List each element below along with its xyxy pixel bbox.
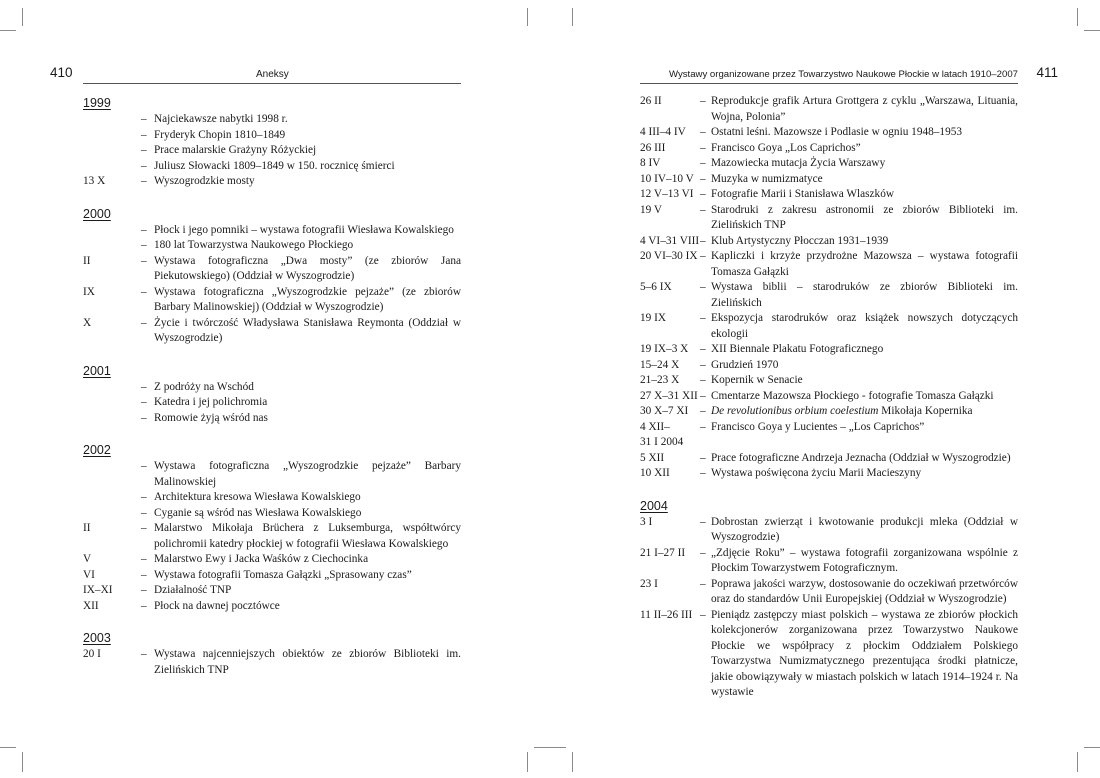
entry-title: Kopernik w Senacie — [711, 374, 803, 386]
entry-dash: – — [141, 380, 147, 393]
entry-dash: – — [141, 522, 147, 534]
entry-dash: – — [141, 144, 147, 156]
entry-dash: – — [141, 396, 147, 408]
exhibition-entry — [83, 395, 461, 411]
entry-dash: – — [700, 250, 706, 262]
entry-date: X — [83, 316, 92, 329]
entry-dash: – — [700, 188, 706, 200]
exhibition-entry — [640, 420, 1018, 436]
page-number: 411 — [1036, 65, 1058, 80]
entry-title: Wystawa poświęcona życiu Marii Macieszyny — [711, 467, 922, 479]
entry-title: Fotografie Marii i Stanisława Wlaszków — [711, 188, 895, 200]
entry-dash: – — [141, 411, 147, 424]
exhibition-entry — [83, 316, 461, 347]
exhibition-entry — [83, 238, 461, 254]
entry-date: 20 VI–30 IX — [640, 250, 698, 262]
entry-date: 21 I–27 II — [640, 546, 686, 559]
entry-title: Ostatni leśni. Mazowsze i Podlasie w ogniu 1948–1953 — [711, 126, 963, 138]
crop-mark — [1084, 747, 1100, 748]
exhibition-entry — [83, 490, 461, 506]
entry-title: Najciekawsze nabytki 1998 r. — [154, 113, 288, 125]
exhibition-entry — [83, 223, 461, 239]
exhibition-entry — [640, 94, 1018, 125]
exhibition-entry — [640, 187, 1018, 203]
left-page — [50, 64, 461, 764]
entry-dash: – — [700, 234, 706, 247]
entry-dash: – — [700, 95, 706, 107]
entry-title: Wystawa fotograficzna „Wyszogrodzkie pejzaże” (ze zbiorów Barbary Malinowskiej) (Oddział w Wyszogrodzie) — [154, 285, 461, 313]
entry-date: VI — [83, 568, 95, 581]
entry-date: 27 X–31 XII — [640, 389, 698, 402]
entry-title-italic: De revolutionibus orbium coelestium — [711, 405, 879, 417]
entry-date: 23 I — [640, 577, 658, 590]
exhibition-entry — [640, 234, 1018, 250]
year-heading: 2000 — [83, 206, 111, 221]
entry-title — [711, 404, 1018, 420]
right-page — [640, 64, 1058, 764]
entry-title: Starodruki z zakresu astronomii ze zbiorów Biblioteki im. Zielińskich TNP — [711, 203, 1018, 231]
exhibition-entry — [83, 254, 461, 285]
entry-dash: – — [700, 451, 706, 464]
entry-title — [711, 435, 1018, 451]
entry-title: Wystawa fotograficzna „Dwa mosty” (ze zbiorów Jana Piekutowskiego) (Oddział w Wyszogrodzie) — [154, 254, 461, 282]
exhibition-entry — [640, 172, 1018, 188]
exhibition-entry — [83, 552, 461, 568]
entry-date: 15–24 X — [640, 358, 680, 371]
entry-date: 13 X — [83, 175, 106, 187]
entry-dash: – — [700, 343, 706, 355]
entry-date: 10 IV–10 V — [640, 172, 694, 185]
left-page-content — [83, 94, 461, 678]
exhibition-entry — [83, 411, 461, 427]
entry-title: „Zdjęcie Roku” – wystawa fotografii zorganizowana wspólnie z Płockim Towarzystwem Fotograficznym. — [711, 546, 1018, 574]
entry-date: 5 XII — [640, 451, 665, 464]
running-header — [640, 64, 1058, 84]
entry-title: Płock i jego pomniki – wystawa fotografii Wiesława Kowalskiego — [154, 223, 454, 236]
entry-title: XII Biennale Plakatu Fotograficznego — [711, 343, 884, 355]
crop-mark — [22, 752, 23, 772]
entry-dash: – — [141, 128, 147, 141]
exhibition-entry — [640, 608, 1018, 701]
entry-dash: – — [141, 506, 147, 519]
entry-dash: – — [141, 175, 147, 187]
entry-title: Prace malarskie Grażyny Różyckiej — [154, 144, 317, 156]
right-page-content — [640, 94, 1018, 701]
exhibition-entry — [640, 156, 1018, 172]
entry-date: V — [83, 553, 92, 565]
year-heading: 2001 — [83, 363, 111, 378]
crop-mark — [534, 747, 566, 748]
entry-dash: – — [700, 608, 706, 621]
entry-title: Francisco Goya y Lucientes – „Los Caprichos” — [711, 420, 925, 433]
entry-dash: – — [141, 159, 147, 172]
entry-date: IX — [83, 285, 95, 298]
exhibition-entry — [640, 515, 1018, 546]
entry-title: Z podróży na Wschód — [154, 380, 254, 393]
entry-date: 19 IX — [640, 312, 667, 324]
entry-date: 4 III–4 IV — [640, 126, 686, 138]
crop-mark — [22, 8, 23, 26]
running-header — [50, 64, 461, 84]
crop-mark — [0, 747, 16, 748]
entry-dash: – — [700, 358, 706, 371]
entry-title: Wystawa najcenniejszych obiektów ze zbiorów Biblioteki im. Zielińskich TNP — [154, 648, 461, 676]
entry-dash: – — [141, 113, 147, 125]
entry-date: II — [83, 254, 91, 267]
exhibition-entry — [640, 435, 1018, 451]
exhibition-entry — [83, 583, 461, 599]
year-heading: 2004 — [640, 498, 668, 513]
entry-dash: – — [141, 460, 147, 472]
page-number: 410 — [50, 65, 73, 80]
exhibition-entry — [83, 285, 461, 316]
entry-date: 19 V — [640, 203, 663, 216]
entry-dash: – — [141, 568, 147, 581]
year-heading: 2002 — [83, 443, 111, 457]
exhibition-entry — [83, 174, 461, 190]
entry-date: 21–23 X — [640, 374, 680, 386]
entry-dash: – — [141, 648, 147, 660]
entry-date: 26 III — [640, 141, 666, 154]
exhibition-entry — [640, 141, 1018, 157]
exhibition-entry — [83, 112, 461, 128]
exhibition-entry — [640, 404, 1018, 420]
entry-title: 180 lat Towarzystwa Naukowego Płockiego — [154, 239, 354, 251]
entry-date: IX–XI — [83, 584, 113, 596]
entry-title: Juliusz Słowacki 1809–1849 w 150. rocznicę śmierci — [154, 159, 395, 172]
entry-dash: – — [700, 546, 706, 559]
entry-title: Klub Artystyczny Płocczan 1931–1939 — [711, 234, 889, 247]
entry-title: Ekspozycja starodruków oraz książek nowszych dotyczących ekologii — [711, 312, 1018, 340]
entry-title-rest: Mikołaja Kopernika — [878, 405, 973, 417]
entry-title: Wystawa fotograficzna „Wyszogrodzkie pejzaże” Barbary Malinowskiej — [154, 460, 461, 488]
entry-dash: – — [700, 374, 706, 386]
entry-dash: – — [141, 223, 147, 236]
entry-dash: – — [700, 420, 706, 433]
exhibition-entry — [83, 143, 461, 159]
entry-title: Fryderyk Chopin 1810–1849 — [154, 128, 286, 141]
running-title: Wystawy organizowane przez Towarzystwo Naukowe Płockie w latach 1910–2007 — [668, 69, 1018, 80]
exhibition-entry — [83, 521, 461, 552]
entry-title: Katedra i jej polichromia — [154, 396, 268, 408]
entry-dash: – — [141, 491, 147, 503]
entry-title: Muzyka w numizmatyce — [711, 172, 823, 185]
entry-title: Dobrostan zwierząt i kwotowanie produkcji mleka (Oddział w Wyszogrodzie) — [711, 515, 1018, 543]
exhibition-entry — [640, 451, 1018, 467]
entry-title: Wyszogrodzkie mosty — [154, 175, 255, 187]
entry-date: 4 XII– — [640, 420, 670, 433]
entry-dash: – — [141, 285, 147, 298]
entry-title: Malarstwo Mikołaja Brüchera z Luksemburga, współtwórcy polichromii katedry płockiej w fotografii Wiesława Kowalskiego — [154, 522, 461, 550]
entry-title: Prace fotograficzne Andrzeja Jeznacha (Oddział w Wyszogrodzie) — [711, 451, 1011, 464]
exhibition-entry — [640, 203, 1018, 234]
entry-date: XII — [83, 599, 99, 612]
crop-mark — [1077, 8, 1078, 26]
exhibition-entry — [640, 358, 1018, 374]
entry-title: Mazowiecka mutacja Życia Warszawy — [711, 157, 886, 169]
entry-title: Reprodukcje grafik Artura Grottgera z cyklu „Warszawa, Lituania, Wojna, Polonia” — [711, 95, 1018, 123]
entry-dash: – — [700, 141, 706, 154]
entry-title: Płock na dawnej pocztówce — [154, 599, 280, 612]
entry-dash: – — [700, 172, 706, 185]
year-heading: 1999 — [83, 96, 111, 110]
entry-date: 4 VI–31 VIII — [640, 234, 700, 247]
entry-date: 19 IX–3 X — [640, 343, 689, 355]
exhibition-entry — [640, 280, 1018, 311]
entry-date: 30 X–7 XI — [640, 405, 689, 417]
crop-mark — [572, 752, 573, 772]
entry-title: Wystawa fotografii Tomasza Gałązki „Sprasowany czas” — [154, 568, 412, 581]
exhibition-entry — [83, 459, 461, 490]
exhibition-entry — [640, 342, 1018, 358]
entry-title: Grudzień 1970 — [711, 358, 779, 371]
entry-dash: – — [141, 584, 147, 596]
entry-date: II — [83, 522, 91, 534]
crop-mark — [572, 8, 573, 26]
entry-title: Działalność TNP — [154, 584, 232, 596]
entry-dash: – — [141, 254, 147, 267]
entry-title: Malarstwo Ewy i Jacka Waśków z Ciechocinka — [154, 553, 369, 565]
entry-title: Kapliczki i krzyże przydrożne Mazowsza – wystawa fotografii Tomasza Gałązki — [711, 250, 1018, 278]
exhibition-entry — [640, 249, 1018, 280]
entry-dash: – — [700, 405, 706, 417]
entry-dash: – — [700, 126, 706, 138]
crop-mark — [1077, 752, 1078, 772]
entry-date: 8 IV — [640, 157, 661, 169]
exhibition-entry — [83, 599, 461, 615]
entry-title: Wystawa biblii – starodruków ze zbiorów Biblioteki im. Zielińskich — [711, 281, 1018, 309]
entry-title: Francisco Goya „Los Caprichos” — [711, 141, 861, 154]
exhibition-entry — [640, 577, 1018, 608]
exhibition-entry — [83, 380, 461, 396]
entry-dash: – — [141, 316, 147, 329]
crop-mark — [527, 8, 528, 26]
exhibition-entry — [640, 125, 1018, 141]
entry-title: Architektura kresowa Wiesława Kowalskiego — [154, 491, 361, 503]
exhibition-entry — [83, 568, 461, 584]
entry-dash: – — [700, 281, 706, 293]
running-title: Aneksy — [256, 69, 289, 80]
exhibition-entry — [83, 647, 461, 678]
entry-date: 11 II–26 III — [640, 608, 693, 621]
entry-date: 10 XII — [640, 467, 670, 479]
exhibition-entry — [83, 506, 461, 522]
entry-dash: – — [700, 515, 706, 528]
exhibition-entry — [83, 128, 461, 144]
entry-dash: – — [141, 239, 147, 251]
year-heading: 2003 — [83, 631, 111, 645]
entry-date: 31 I 2004 — [640, 436, 684, 448]
entry-dash: – — [700, 157, 706, 169]
entry-date: 20 I — [83, 648, 101, 660]
entry-date: 5–6 IX — [640, 281, 672, 293]
entry-dash: – — [141, 599, 147, 612]
exhibition-entry — [640, 466, 1018, 482]
entry-title: Cmentarze Mazowsza Płockiego - fotografie Tomasza Gałązki — [711, 389, 994, 402]
entry-dash: – — [141, 553, 147, 565]
exhibition-entry — [640, 389, 1018, 405]
crop-mark — [0, 30, 16, 31]
entry-date: 26 II — [640, 95, 662, 107]
entry-dash: – — [700, 389, 706, 402]
crop-mark — [527, 752, 528, 772]
entry-dash: – — [700, 203, 706, 216]
entry-date: 3 I — [640, 515, 653, 528]
entry-dash: – — [700, 467, 706, 479]
entry-dash: – — [700, 577, 706, 590]
entry-date: 12 V–13 VI — [640, 188, 694, 200]
crop-mark — [1084, 30, 1100, 31]
exhibition-entry — [640, 311, 1018, 342]
entry-title: Pieniądz zastępczy miast polskich – wystawa ze zbiorów płockich kolekcjonerów zorganizowana przez Towarzystwo Naukowe Płockie we współpracy z płockim Oddziałem Polskiego Towarzystwa Numizmatycznego prezentująca środki płatnicze, jakie obowiązywały w miastach polskich w latach 1914–1924 r. Na wystawie — [711, 608, 1018, 698]
exhibition-entry — [640, 373, 1018, 389]
exhibition-entry — [83, 159, 461, 175]
exhibition-entry — [640, 546, 1018, 577]
entry-title: Poprawa jakości warzyw, dostosowanie do oczekiwań przetwórców oraz do standardów Unii Europejskiej (Oddział w Wyszogrodzie) — [711, 577, 1018, 605]
entry-dash: – — [700, 312, 706, 324]
entry-title: Cyganie są wśród nas Wiesława Kowalskiego — [154, 506, 362, 519]
entry-title: Romowie żyją wśród nas — [154, 411, 268, 424]
entry-title: Życie i twórczość Władysława Stanisława Reymonta (Oddział w Wyszogrodzie) — [154, 316, 461, 344]
